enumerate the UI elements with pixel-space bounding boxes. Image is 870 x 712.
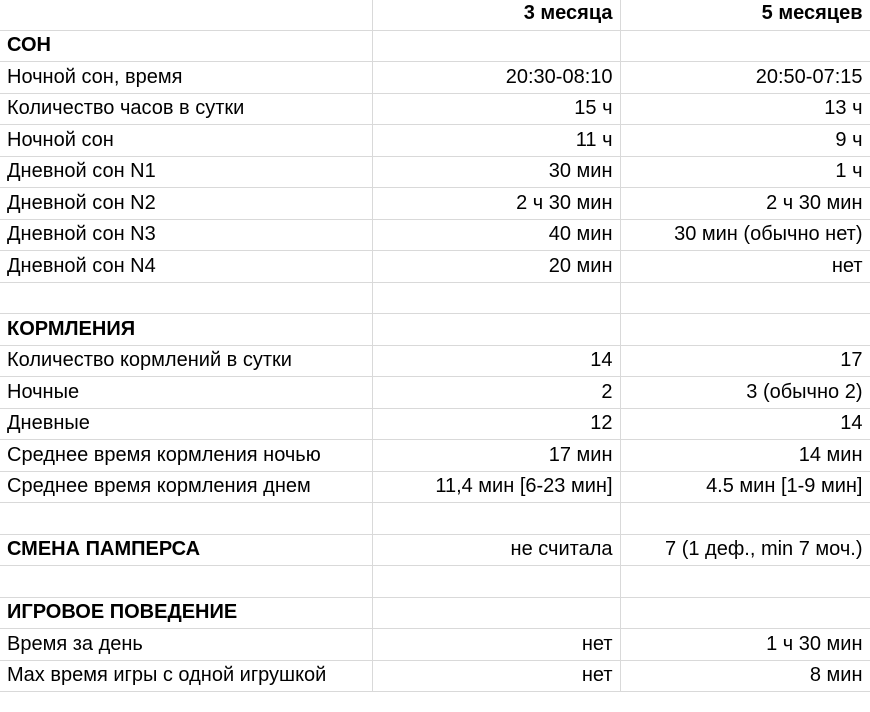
row-value-3-months-cell[interactable]: 2 ч 30 мин <box>372 188 620 220</box>
table-row <box>0 503 870 535</box>
row-value-5-months-cell[interactable]: 4.5 мин [1-9 мин] <box>620 471 870 503</box>
row-value-5-months-cell[interactable]: 30 мин (обычно нет) <box>620 219 870 251</box>
table-row <box>0 345 870 377</box>
row-value-3-months-cell[interactable]: 15 ч <box>372 93 620 125</box>
row-label-cell[interactable]: Количество часов в сутки <box>0 93 372 125</box>
row-label-cell[interactable] <box>0 566 372 598</box>
table-row <box>0 534 870 566</box>
table-row <box>0 93 870 125</box>
table-row <box>0 471 870 503</box>
table-row <box>0 566 870 598</box>
row-label-cell[interactable]: Дневной сон N4 <box>0 251 372 283</box>
row-label-cell[interactable]: Количество кормлений в сутки <box>0 345 372 377</box>
row-value-5-months-cell[interactable] <box>620 503 870 535</box>
row-label-cell[interactable]: Max время игры с одной игрушкой <box>0 660 372 692</box>
row-value-3-months-cell[interactable] <box>372 282 620 314</box>
row-value-3-months-cell[interactable]: 2 <box>372 377 620 409</box>
row-value-5-months-cell[interactable] <box>620 597 870 629</box>
table-row <box>0 62 870 94</box>
row-value-5-months-cell[interactable] <box>620 566 870 598</box>
header-cell-5-months[interactable]: 5 месяцев <box>620 0 870 30</box>
table-row <box>0 408 870 440</box>
row-value-5-months-cell[interactable]: 20:50-07:15 <box>620 62 870 94</box>
header-cell-3-months[interactable]: 3 месяца <box>372 0 620 30</box>
row-value-5-months-cell[interactable]: 2 ч 30 мин <box>620 188 870 220</box>
row-value-5-months-cell[interactable] <box>620 30 870 62</box>
header-row <box>0 0 870 30</box>
row-label-cell[interactable]: СМЕНА ПАМПЕРСА <box>0 534 372 566</box>
row-label-cell[interactable]: ИГРОВОЕ ПОВЕДЕНИЕ <box>0 597 372 629</box>
row-value-5-months-cell[interactable]: 1 ч 30 мин <box>620 629 870 661</box>
row-value-3-months-cell[interactable] <box>372 503 620 535</box>
row-value-3-months-cell[interactable] <box>372 314 620 346</box>
table-row <box>0 440 870 472</box>
row-label-cell[interactable]: Дневные <box>0 408 372 440</box>
row-value-3-months-cell[interactable]: 40 мин <box>372 219 620 251</box>
row-value-5-months-cell[interactable] <box>620 282 870 314</box>
row-label-cell[interactable]: Дневной сон N1 <box>0 156 372 188</box>
table-row <box>0 660 870 692</box>
table-row <box>0 314 870 346</box>
row-value-3-months-cell[interactable]: нет <box>372 629 620 661</box>
row-label-cell[interactable] <box>0 282 372 314</box>
row-value-3-months-cell[interactable]: 17 мин <box>372 440 620 472</box>
table-row <box>0 219 870 251</box>
table-row <box>0 188 870 220</box>
row-label-cell[interactable]: Ночной сон <box>0 125 372 157</box>
row-value-3-months-cell[interactable]: 11,4 мин [6-23 мин] <box>372 471 620 503</box>
row-value-5-months-cell[interactable]: 14 мин <box>620 440 870 472</box>
row-value-3-months-cell[interactable]: 20 мин <box>372 251 620 283</box>
table-row <box>0 629 870 661</box>
row-label-cell[interactable] <box>0 503 372 535</box>
row-value-3-months-cell[interactable]: не считала <box>372 534 620 566</box>
row-value-3-months-cell[interactable]: 12 <box>372 408 620 440</box>
header-cell-label[interactable] <box>0 0 372 30</box>
table-row <box>0 597 870 629</box>
table-row <box>0 125 870 157</box>
row-label-cell[interactable]: Ночной сон, время <box>0 62 372 94</box>
row-value-5-months-cell[interactable] <box>620 314 870 346</box>
row-label-cell[interactable]: Среднее время кормления ночью <box>0 440 372 472</box>
row-value-5-months-cell[interactable]: 1 ч <box>620 156 870 188</box>
row-value-5-months-cell[interactable]: 17 <box>620 345 870 377</box>
row-label-cell[interactable]: Дневной сон N2 <box>0 188 372 220</box>
row-label-cell[interactable]: КОРМЛЕНИЯ <box>0 314 372 346</box>
table-row <box>0 251 870 283</box>
table-row <box>0 30 870 62</box>
table-row <box>0 377 870 409</box>
row-label-cell[interactable]: Время за день <box>0 629 372 661</box>
row-label-cell[interactable]: Среднее время кормления днем <box>0 471 372 503</box>
row-value-3-months-cell[interactable]: 11 ч <box>372 125 620 157</box>
row-value-3-months-cell[interactable]: нет <box>372 660 620 692</box>
row-label-cell[interactable]: СОН <box>0 30 372 62</box>
row-value-3-months-cell[interactable]: 30 мин <box>372 156 620 188</box>
row-value-3-months-cell[interactable] <box>372 597 620 629</box>
row-value-5-months-cell[interactable]: 14 <box>620 408 870 440</box>
row-label-cell[interactable]: Дневной сон N3 <box>0 219 372 251</box>
row-value-5-months-cell[interactable]: 7 (1 деф., min 7 моч.) <box>620 534 870 566</box>
row-value-5-months-cell[interactable]: 8 мин <box>620 660 870 692</box>
row-value-5-months-cell[interactable]: 3 (обычно 2) <box>620 377 870 409</box>
row-label-cell[interactable]: Ночные <box>0 377 372 409</box>
row-value-5-months-cell[interactable]: 9 ч <box>620 125 870 157</box>
row-value-3-months-cell[interactable]: 20:30-08:10 <box>372 62 620 94</box>
row-value-5-months-cell[interactable]: нет <box>620 251 870 283</box>
table-row <box>0 156 870 188</box>
row-value-5-months-cell[interactable]: 13 ч <box>620 93 870 125</box>
row-value-3-months-cell[interactable] <box>372 30 620 62</box>
row-value-3-months-cell[interactable] <box>372 566 620 598</box>
table-row <box>0 282 870 314</box>
row-value-3-months-cell[interactable]: 14 <box>372 345 620 377</box>
